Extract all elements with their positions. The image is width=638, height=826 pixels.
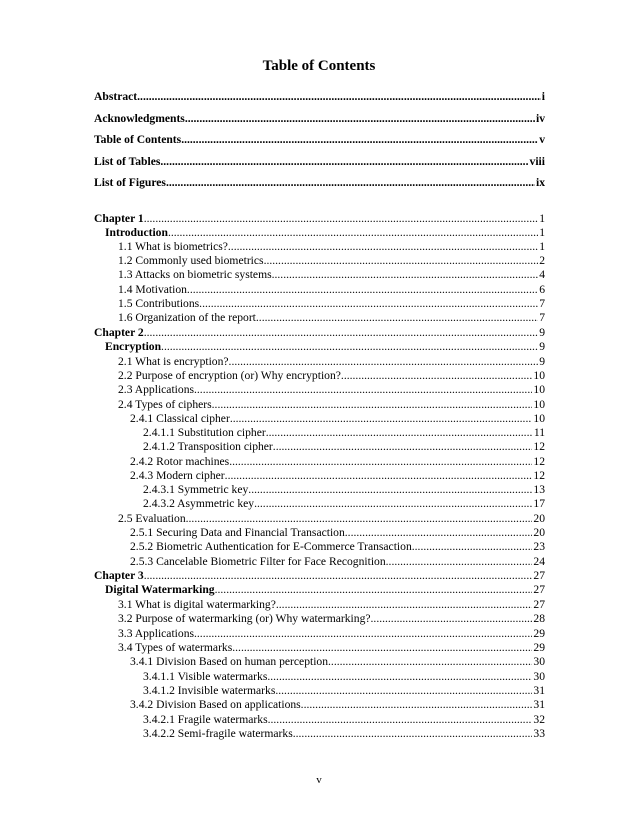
toc-page-number: 12 (533, 455, 545, 468)
toc-entry-3-4-1-2[interactable] (143, 684, 545, 697)
toc-page-number: 4 (539, 268, 545, 281)
toc-page-number: 13 (533, 483, 545, 496)
toc-entry-2-2[interactable] (118, 369, 545, 382)
toc-page-number: 29 (533, 627, 545, 640)
toc-entry-2-5-2[interactable] (130, 540, 545, 553)
toc-page-number: 32 (533, 713, 545, 726)
toc-entry-2-5-3[interactable] (130, 555, 545, 568)
toc-label: Digital Watermarking (105, 583, 215, 596)
toc-front-acknowledgments[interactable] (94, 112, 545, 125)
toc-label: Chapter 2 (94, 326, 144, 339)
toc-front-list-of-figures[interactable] (94, 176, 545, 189)
toc-page-number: i (541, 90, 545, 103)
toc-label: 2.5.2 Biometric Authentication for E-Commerce Transaction (130, 540, 412, 553)
toc-entry-3-2[interactable] (118, 612, 545, 625)
toc-label: 3.4.2 Division Based on applications (130, 698, 301, 711)
toc-page-number: 27 (533, 583, 545, 596)
toc-page-number: 9 (539, 326, 545, 339)
toc-page-number: 31 (533, 698, 545, 711)
toc-entry-1-1[interactable] (118, 240, 545, 253)
toc-label: 2.4.1.1 Substitution cipher (143, 426, 266, 439)
toc-page-number: 27 (533, 598, 545, 611)
toc-label: 2.5.3 Cancelable Biometric Filter for Face Recognition (130, 555, 386, 568)
toc-page-number: 9 (539, 355, 545, 368)
toc-label: 2.4 Types of ciphers (118, 398, 212, 411)
toc-entry-2-3[interactable] (118, 383, 545, 396)
toc-entry-1-3[interactable] (118, 268, 545, 281)
toc-label: 2.4.3.2 Asymmetric key (143, 497, 255, 510)
toc-label: 3.2 Purpose of watermarking (or) Why watermarking? (118, 612, 371, 625)
toc-entry-2-4[interactable] (118, 398, 545, 411)
toc-page-number: 7 (539, 311, 545, 324)
toc-front-list-of-tables[interactable] (94, 155, 545, 168)
toc-entry-3-4-1-1[interactable] (143, 670, 545, 683)
toc-entry-3-3[interactable] (118, 627, 545, 640)
toc-page-number: 10 (533, 369, 545, 382)
toc-entry-2-4-1-1[interactable] (143, 426, 545, 439)
toc-page-number: 20 (533, 526, 545, 539)
toc-page-number: 30 (533, 670, 545, 683)
toc-entry-1-5[interactable] (118, 297, 545, 310)
toc-label: 3.4.1.2 Invisible watermarks (143, 684, 276, 697)
toc-page-number: viii (529, 155, 545, 168)
toc-page-number: 12 (533, 440, 545, 453)
toc-entry-introduction[interactable] (105, 226, 545, 239)
toc-page-number: ix (535, 176, 545, 189)
toc-entry-2-1[interactable] (118, 355, 545, 368)
toc-entry-1-6[interactable] (118, 311, 545, 324)
toc-page-number: 9 (539, 340, 545, 353)
toc-front-table-of-contents[interactable] (94, 133, 545, 146)
toc-chapter-2[interactable] (94, 326, 545, 339)
toc-page-number: 17 (533, 497, 545, 510)
page-number: v (316, 774, 322, 786)
toc-label: 2.2 Purpose of encryption (or) Why encryption? (118, 369, 341, 382)
toc-page-number: 31 (533, 684, 545, 697)
toc-entry-3-4-1[interactable] (130, 655, 545, 668)
toc-entry-2-4-2[interactable] (130, 455, 545, 468)
toc-page-number: iv (535, 112, 545, 125)
toc-page-number: 29 (533, 641, 545, 654)
toc-label: List of Figures (94, 176, 166, 189)
toc-page-number: 10 (533, 383, 545, 396)
toc-page-number: 12 (533, 469, 545, 482)
toc-page-number: 28 (533, 612, 545, 625)
toc-entry-3-4-2-2[interactable] (143, 727, 545, 740)
toc-page-number: 27 (533, 569, 545, 582)
toc-label: Chapter 1 (94, 212, 144, 225)
toc-entry-2-4-1[interactable] (130, 412, 545, 425)
toc-label: 2.4.1.2 Transposition cipher (143, 440, 273, 453)
toc-label: 2.5.1 Securing Data and Financial Transaction (130, 526, 345, 539)
toc-entry-2-4-3[interactable] (130, 469, 545, 482)
toc-page-number: 33 (533, 727, 545, 740)
toc-page-number: 20 (533, 512, 545, 525)
toc-label: 3.4.1.1 Visible watermarks (143, 670, 268, 683)
toc-label: 1.6 Organization of the report (118, 311, 256, 324)
toc-entry-2-4-1-2[interactable] (143, 440, 545, 453)
toc-label: Encryption (105, 340, 162, 353)
toc-label: 3.4.1 Division Based on human perception (130, 655, 329, 668)
toc-page-number: 1 (539, 226, 545, 239)
page-title: Table of Contents (262, 58, 376, 74)
toc-label: Introduction (105, 226, 168, 239)
toc-label: Abstract (94, 90, 138, 103)
toc-page-number: 6 (539, 283, 545, 296)
toc-label: 1.5 Contributions (118, 297, 200, 310)
toc-chapter-3[interactable] (94, 569, 545, 582)
toc-page-number: 11 (533, 426, 545, 439)
toc-label: 1.4 Motivation (118, 283, 187, 296)
toc-label: 2.4.3 Modern cipher (130, 469, 225, 482)
toc-page-number: 1 (539, 212, 545, 225)
toc-entry-3-4[interactable] (118, 641, 545, 654)
toc-page-number: 23 (533, 540, 545, 553)
toc-entry-3-4-2-1[interactable] (143, 713, 545, 726)
toc-label: 3.4.2.1 Fragile watermarks (143, 713, 268, 726)
toc-page-number: 10 (533, 398, 545, 411)
toc-page-number: 30 (533, 655, 545, 668)
toc-label: 3.4 Types of watermarks (118, 641, 233, 654)
toc-entry-2-4-3-1[interactable] (143, 483, 545, 496)
toc-page-number: 1 (539, 240, 545, 253)
toc-label: List of Tables (94, 155, 161, 168)
toc-label: 3.1 What is digital watermarking? (118, 598, 276, 611)
toc-entry-digital-watermarking[interactable] (105, 583, 545, 596)
toc-page-number: 7 (539, 297, 545, 310)
toc-entry-1-4[interactable] (118, 283, 545, 296)
toc-label: 2.1 What is encryption? (118, 355, 229, 368)
toc-label: 2.4.3.1 Symmetric key (143, 483, 249, 496)
toc-entry-encryption[interactable] (105, 340, 545, 353)
toc-label: 2.4.1 Classical cipher (130, 412, 230, 425)
toc-label: 2.4.2 Rotor machines (130, 455, 230, 468)
toc-label: 1.2 Commonly used biometrics (118, 254, 264, 267)
toc-page-number: v (539, 133, 545, 146)
toc-entry-2-5[interactable] (118, 512, 545, 525)
toc-front-abstract[interactable] (94, 90, 545, 103)
toc-label: 2.3 Applications (118, 383, 194, 396)
toc-label: 1.1 What is biometrics? (118, 240, 228, 253)
toc-label: Table of Contents (94, 133, 182, 146)
toc-page-number: 24 (533, 555, 545, 568)
toc-label: Chapter 3 (94, 569, 144, 582)
toc-entry-3-1[interactable] (118, 598, 545, 611)
toc-entry-2-5-1[interactable] (130, 526, 545, 539)
toc-entry-2-4-3-2[interactable] (143, 497, 545, 510)
toc-label: Acknowledgments (94, 112, 185, 125)
toc-entry-1-2[interactable] (118, 254, 545, 267)
toc-label: 2.5 Evaluation (118, 512, 186, 525)
toc-label: 3.3 Applications (118, 627, 194, 640)
toc-label: 1.3 Attacks on biometric systems (118, 268, 272, 281)
toc-chapter-1[interactable] (94, 212, 545, 225)
toc-entry-3-4-2[interactable] (130, 698, 545, 711)
toc-page-number: 2 (539, 254, 545, 267)
toc-page-number: 10 (533, 412, 545, 425)
toc-label: 3.4.2.2 Semi-fragile watermarks (143, 727, 293, 740)
